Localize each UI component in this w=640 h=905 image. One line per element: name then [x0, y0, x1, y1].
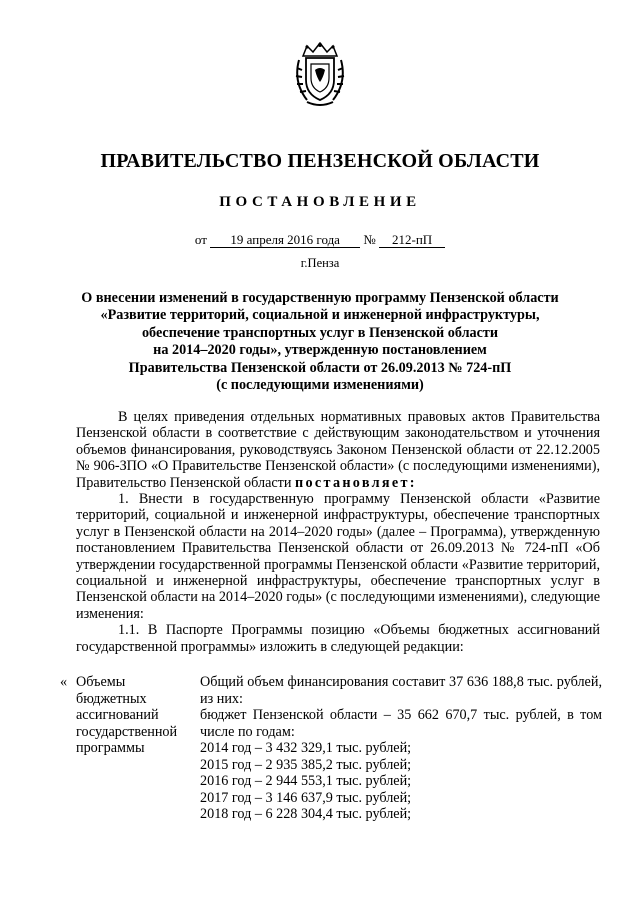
decree-date: 19 апреля 2016 года — [210, 233, 360, 248]
heading-line: на 2014–2020 годы», утвержденную постановлением — [153, 342, 487, 359]
item-1-paragraph: 1. Внести в государственную программу Пензенской области «Развитие территорий, социальной и инженерной инфраструктуры, обеспечение транспортных услуг в Пензенской области на 2014–2020 годы» (далее – Программа), утвержденную постановлением Правительства Пензенской области от 26.09.2013 № 724-пП «Об утверждении государственной программы Пензенской области «Развитие территорий, социальной и инженерной инфраструктуры, обеспечение транспортных услуг в Пензенской области на 2014–2020 годы» (с последующими изменениями), следующие изменения: — [76, 491, 600, 622]
table-label-cell — [76, 674, 186, 757]
heading-line: О внесении изменений в государственную программу Пензенской области — [81, 290, 559, 306]
city: г.Пенза — [300, 256, 340, 270]
resolves-word: постановляет: — [295, 474, 417, 491]
date-number-line — [0, 232, 640, 248]
heading-line: обеспечение транспортных услуг в Пензенской области — [141, 324, 499, 341]
content-line: 2017 год – 3 146 637,9 тыс. рублей; — [200, 789, 412, 806]
label-line: бюджетных — [76, 690, 147, 707]
label-line: ассигнований — [76, 707, 159, 723]
heading-line: (с последующими изменениями) — [216, 377, 424, 394]
government-title: ПРАВИТЕЛЬСТВО ПЕНЗЕНСКОЙ ОБЛАСТИ — [100, 150, 540, 172]
preamble-paragraph — [76, 409, 600, 491]
table-content-cell — [200, 674, 602, 823]
content-line: 2016 год – 2 944 553,1 тыс. рублей; — [200, 773, 412, 789]
document-body — [76, 409, 600, 655]
content-line: 2018 год – 6 228 304,4 тыс. рублей; — [200, 806, 412, 822]
heading-line: «Развитие территорий, социальной и инженерной инфраструктуры, — [100, 307, 540, 324]
label-line: программы — [76, 740, 145, 756]
heading-line: Правительства Пензенской области от 26.09.2013 № 724-пП — [128, 359, 512, 376]
opening-quote: « — [60, 674, 68, 690]
decree-number: 212-пП — [379, 233, 445, 248]
label-line: государственной — [76, 723, 178, 740]
date-prefix: от — [194, 232, 207, 247]
preamble-text: В целях приведения отдельных нормативных правовых актов Правительства Пензенской области в соответствие с действующим законодательством и уточнения объемов финансирования, руководствуясь Законом Пензенской области от 22.12.2005 № 906-ЗПО «О Правительстве Пензенской области» (с последующими изменениями), Правительство Пензенской области — [76, 409, 600, 491]
document-type: ПОСТАНОВЛЕНИЕ — [219, 194, 421, 210]
content-line: бюджет Пензенской области – 35 662 670,7 тыс. рублей, в том числе по годам: — [200, 707, 602, 740]
content-line: 2015 год – 2 935 385,2 тыс. рублей; — [200, 756, 412, 773]
label-line: Объемы — [76, 674, 126, 690]
item-1-1-paragraph: 1.1. В Паспорте Программы позицию «Объемы бюджетных ассигнований государственной программы» изложить в следующей редакции: — [76, 622, 600, 655]
content-line: 2014 год – 3 432 329,1 тыс. рублей; — [200, 740, 412, 756]
content-line: Общий объем финансирования составит 37 636 188,8 тыс. рублей, из них: — [200, 674, 602, 707]
number-prefix: № — [363, 232, 376, 247]
coat-of-arms-emblem — [293, 42, 347, 108]
document-heading — [60, 290, 580, 394]
